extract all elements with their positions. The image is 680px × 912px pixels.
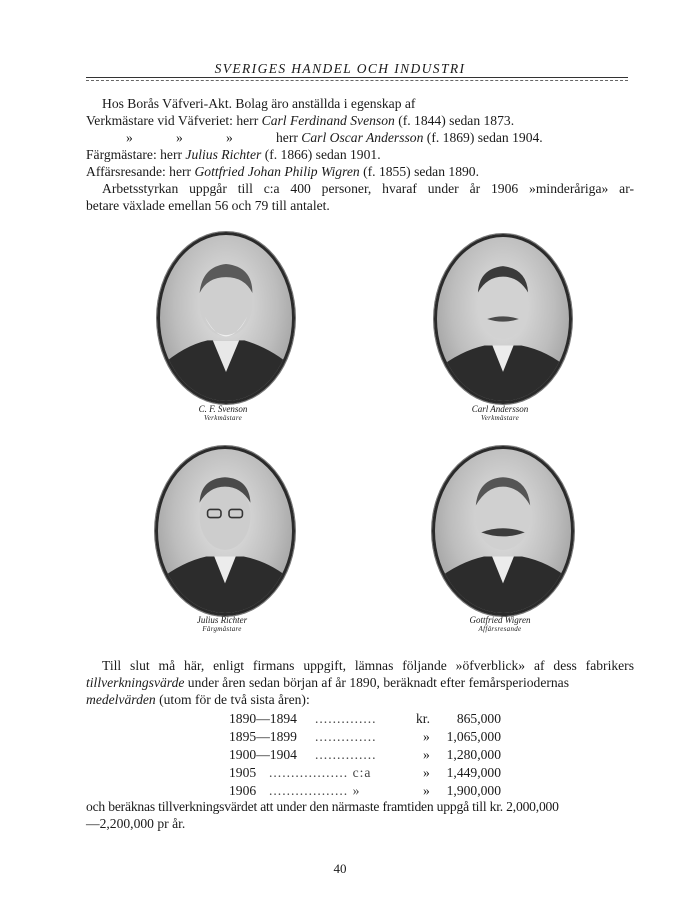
closing-line-2	[86, 674, 634, 691]
intro-line-2-post: (f. 1844) sedan 1873.	[394, 113, 515, 128]
intro-line-5-post: (f. 1855) sedan 1890.	[359, 164, 480, 179]
caption-wigren	[436, 616, 564, 634]
table-unit: »	[423, 765, 430, 780]
caption-svenson	[160, 405, 286, 423]
table-leader: ..............	[315, 729, 377, 744]
caption-richter	[158, 616, 286, 634]
table-leader: ..............	[315, 747, 377, 762]
closing-term: tillverkningsvärde	[86, 675, 185, 690]
portrait-role: Verkmästare	[480, 414, 520, 422]
table-unit: »	[423, 783, 430, 798]
intro-line-5	[86, 163, 634, 180]
table-period: 1900—1904	[229, 747, 297, 762]
ditto-mark: »	[226, 130, 233, 145]
closing-line-3	[86, 691, 634, 708]
intro-line-7: betare växlade emellan 56 och 79 till antalet.	[86, 198, 330, 213]
table-row	[229, 711, 509, 729]
portrait-name: Gottfried Wigren	[469, 615, 531, 625]
final-paragraph	[86, 798, 634, 832]
page-number: 40	[333, 861, 347, 876]
intro-line-4-post: (f. 1866) sedan 1901.	[261, 147, 381, 162]
person-name-svenson: Carl Ferdinand Svenson	[261, 113, 395, 128]
intro-line-2	[86, 112, 634, 129]
table-row	[229, 765, 509, 783]
portrait-role: Färgmästare	[202, 625, 242, 633]
intro-line-6: Arbetsstyrkan uppgår till c:a 400 personer, hvaraf under år 1906 »minderåriga» ar-	[102, 181, 634, 196]
table-unit: »	[423, 747, 430, 762]
closing-line-1: Till slut må här, enligt firmans uppgift, lämnas följande »öfverblick» af dess fabrikers	[102, 658, 634, 673]
portrait-svenson	[157, 232, 295, 404]
closing-line-2-post: under åren sedan början af år 1890, beräknadt efter femårsperiodernas	[184, 675, 570, 690]
table-period: 1895—1899	[229, 729, 297, 744]
portrait-name: Carl Andersson	[471, 404, 529, 414]
person-name-andersson: Carl Oscar Andersson	[301, 130, 424, 145]
table-unit: »	[423, 729, 430, 744]
person-name-richter: Julius Richter	[185, 147, 262, 162]
table-value: 1,900,000	[446, 783, 501, 798]
portrait-andersson	[434, 234, 572, 404]
table-period: 1905	[229, 765, 257, 780]
portrait-name: Julius Richter	[196, 615, 248, 625]
intro-line-4	[86, 146, 634, 163]
table-period: 1890—1894	[229, 711, 297, 726]
table-value: 1,280,000	[446, 747, 501, 762]
table-period: 1906	[229, 783, 257, 798]
intro-line-2-pre: Verkmästare vid Väfveriet: herr	[86, 113, 262, 128]
table-row	[229, 729, 509, 747]
ditto-mark: »	[176, 130, 183, 145]
portrait-name: C. F. Svenson	[198, 404, 248, 414]
closing-term: medelvärden	[86, 692, 156, 707]
table-row	[229, 747, 509, 765]
closing-line-3-post: (utom för de två sista åren):	[155, 692, 310, 707]
table-unit: kr.	[416, 711, 430, 726]
intro-line-4-pre: Färgmästare: herr	[86, 147, 186, 162]
intro-line-5-pre: Affärsresande: herr	[86, 164, 195, 179]
portrait-role: Verkmästare	[203, 414, 243, 422]
intro-line-3	[86, 129, 634, 146]
running-header: SVERIGES HANDEL OCH INDUSTRI	[214, 61, 466, 76]
ditto-mark: »	[126, 130, 133, 145]
header-rule	[86, 77, 628, 78]
caption-andersson	[437, 405, 563, 423]
header-rule-dashed	[86, 80, 628, 81]
table-value: 1,065,000	[446, 729, 501, 744]
portrait-wigren	[432, 446, 574, 616]
table-leader: .................. c:a	[269, 765, 372, 780]
table-value: 1,449,000	[446, 765, 501, 780]
intro-line-3-pre: herr	[276, 130, 302, 145]
intro-line-3-post: (f. 1869) sedan 1904.	[423, 130, 543, 145]
final-line-2: —2,200,000 pr år.	[86, 816, 186, 831]
final-line-1: och beräknas tillverkningsvärdet att under den närmaste framtiden uppgå till kr. 2,000,000	[86, 799, 559, 814]
portrait-role: Affärsresande	[478, 625, 522, 633]
intro-paragraph	[86, 95, 634, 214]
table-leader: .................. »	[269, 783, 361, 798]
closing-paragraph	[86, 657, 634, 708]
intro-line-1: Hos Borås Väfveri-Akt. Bolag äro anställda i egenskap af	[102, 96, 416, 111]
table-leader: ..............	[315, 711, 377, 726]
person-name-wigren: Gottfried Johan Philip Wigren	[194, 164, 360, 179]
table-value: 865,000	[456, 711, 501, 726]
portrait-richter	[155, 446, 295, 616]
production-value-table	[229, 711, 509, 801]
